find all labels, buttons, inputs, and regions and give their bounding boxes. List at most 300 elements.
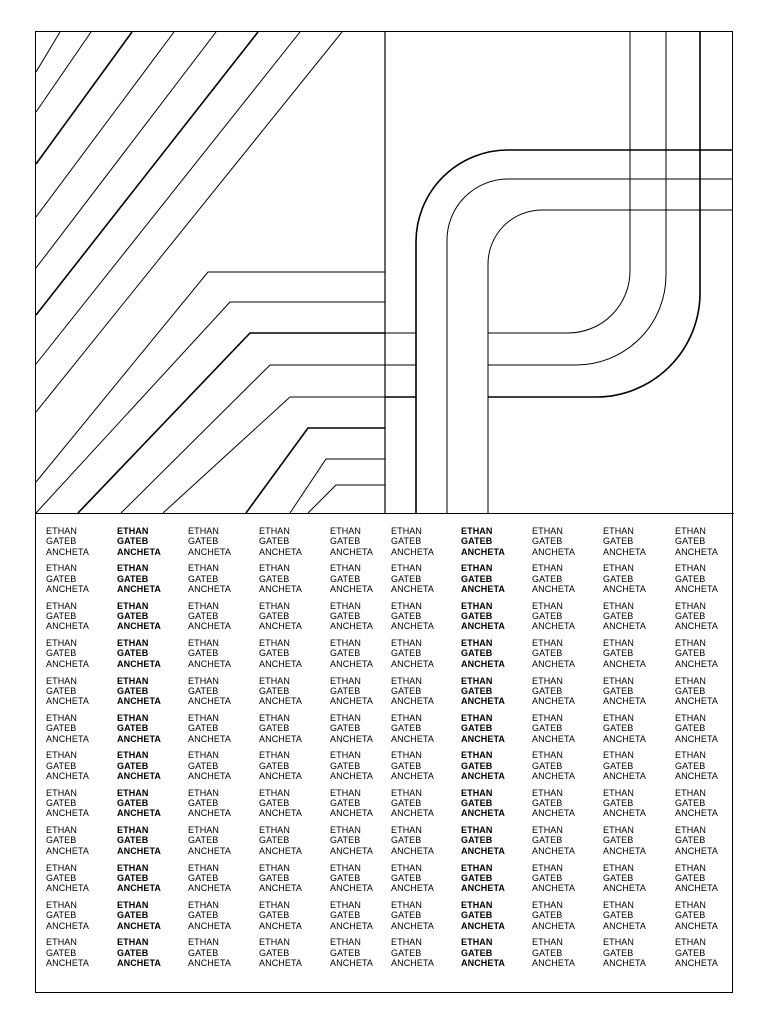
name-line-2: GATEB <box>188 835 219 846</box>
name-line-1: ETHAN <box>603 600 635 611</box>
name-line-1: ETHAN <box>117 900 149 910</box>
name-line-2: GATEB <box>603 760 634 771</box>
name-line-2: GATEB <box>461 760 493 771</box>
name-line-3: ANCHETA <box>675 696 719 707</box>
name-line-1: ETHAN <box>461 600 493 611</box>
name-line-3: ANCHETA <box>330 583 374 594</box>
name-line-3: ANCHETA <box>461 621 506 632</box>
name-line-2: GATEB <box>391 760 422 771</box>
diagonal-stripe <box>36 32 60 72</box>
name-line-2: GATEB <box>188 723 219 734</box>
name-block <box>603 638 646 669</box>
name-line-2: GATEB <box>188 872 219 883</box>
name-line-3: ANCHETA <box>259 658 303 669</box>
name-line-2: GATEB <box>675 685 706 696</box>
name-line-2: GATEB <box>603 947 634 958</box>
name-line-2: GATEB <box>391 536 422 547</box>
name-block <box>188 676 231 707</box>
name-line-2: GATEB <box>391 872 422 883</box>
name-line-3: ANCHETA <box>46 546 90 557</box>
name-block <box>188 563 231 594</box>
name-block <box>391 863 434 894</box>
name-line-1: ETHAN <box>259 787 291 798</box>
name-line-1: ETHAN <box>330 713 362 723</box>
name-line-2: GATEB <box>117 573 149 584</box>
name-line-1: ETHAN <box>603 862 635 873</box>
name-line-1: ETHAN <box>461 825 493 836</box>
name-line-2: GATEB <box>188 910 219 921</box>
name-line-1: ETHAN <box>391 675 423 686</box>
name-block <box>259 638 302 669</box>
name-line-2: GATEB <box>117 798 149 809</box>
name-block <box>532 638 575 669</box>
name-line-3: ANCHETA <box>330 696 374 707</box>
name-line-2: GATEB <box>461 685 493 696</box>
name-block <box>603 900 646 931</box>
name-line-3: ANCHETA <box>117 733 162 744</box>
name-line-2: GATEB <box>330 685 361 696</box>
name-line-2: GATEB <box>461 947 493 958</box>
name-line-2: GATEB <box>532 536 563 547</box>
name-block <box>330 750 373 781</box>
name-block <box>603 750 646 781</box>
name-line-2: GATEB <box>675 835 706 846</box>
name-block <box>188 825 231 856</box>
name-block <box>259 937 302 968</box>
name-line-1: ETHAN <box>259 563 291 574</box>
name-line-2: GATEB <box>675 798 706 809</box>
name-block <box>675 937 718 968</box>
name-line-3: ANCHETA <box>330 808 374 819</box>
name-block <box>532 937 575 968</box>
name-line-2: GATEB <box>259 760 290 771</box>
name-block <box>46 750 89 781</box>
name-line-3: ANCHETA <box>603 621 647 632</box>
name-line-3: ANCHETA <box>188 808 232 819</box>
name-line-3: ANCHETA <box>259 621 303 632</box>
name-line-3: ANCHETA <box>675 583 719 594</box>
stepped-stripe <box>308 485 385 513</box>
name-line-1: ETHAN <box>117 862 149 873</box>
name-line-1: ETHAN <box>46 675 78 686</box>
name-line-2: GATEB <box>461 573 493 584</box>
name-line-1: ETHAN <box>461 787 493 798</box>
name-line-3: ANCHETA <box>603 696 647 707</box>
name-grid <box>36 526 734 982</box>
name-line-3: ANCHETA <box>391 808 435 819</box>
name-line-1: ETHAN <box>461 713 493 723</box>
name-block <box>330 676 373 707</box>
name-line-3: ANCHETA <box>188 770 232 781</box>
name-line-1: ETHAN <box>188 526 220 536</box>
road-lower-bend-2 <box>488 32 666 365</box>
name-line-3: ANCHETA <box>532 733 576 744</box>
name-block <box>117 563 161 594</box>
name-block <box>259 563 302 594</box>
name-line-1: ETHAN <box>675 526 707 536</box>
name-line-1: ETHAN <box>259 638 291 649</box>
name-line-1: ETHAN <box>117 825 149 836</box>
name-line-2: GATEB <box>46 611 77 622</box>
name-line-1: ETHAN <box>461 526 493 536</box>
name-line-2: GATEB <box>532 648 563 659</box>
name-line-1: ETHAN <box>46 600 78 611</box>
name-line-3: ANCHETA <box>461 696 506 707</box>
name-line-1: ETHAN <box>675 638 707 649</box>
name-line-2: GATEB <box>603 723 634 734</box>
name-block <box>603 713 646 744</box>
name-line-2: GATEB <box>532 947 563 958</box>
name-line-3: ANCHETA <box>259 583 303 594</box>
name-line-3: ANCHETA <box>117 696 162 707</box>
name-line-3: ANCHETA <box>330 883 374 894</box>
name-line-3: ANCHETA <box>259 808 303 819</box>
name-line-2: GATEB <box>532 723 563 734</box>
name-line-3: ANCHETA <box>188 658 232 669</box>
name-line-3: ANCHETA <box>675 883 719 894</box>
name-line-3: ANCHETA <box>330 733 374 744</box>
name-line-3: ANCHETA <box>46 883 90 894</box>
name-line-2: GATEB <box>391 648 422 659</box>
name-line-2: GATEB <box>603 536 634 547</box>
name-block <box>461 713 505 744</box>
name-line-1: ETHAN <box>391 937 423 948</box>
name-line-2: GATEB <box>532 611 563 622</box>
name-line-2: GATEB <box>259 648 290 659</box>
name-block <box>461 563 505 594</box>
name-line-3: ANCHETA <box>532 658 576 669</box>
name-line-1: ETHAN <box>330 638 362 649</box>
name-line-3: ANCHETA <box>675 621 719 632</box>
name-block <box>675 601 718 632</box>
name-block <box>188 526 231 557</box>
name-block <box>532 526 575 557</box>
stepped-stripe <box>290 459 385 513</box>
name-line-2: GATEB <box>461 798 493 809</box>
name-line-3: ANCHETA <box>391 920 435 931</box>
name-line-2: GATEB <box>675 872 706 883</box>
name-line-3: ANCHETA <box>117 883 162 894</box>
name-line-1: ETHAN <box>532 787 564 798</box>
name-line-1: ETHAN <box>188 825 220 836</box>
name-line-1: ETHAN <box>391 713 423 723</box>
name-line-1: ETHAN <box>188 862 220 873</box>
name-line-1: ETHAN <box>46 862 78 873</box>
name-line-3: ANCHETA <box>675 808 719 819</box>
name-line-3: ANCHETA <box>391 696 435 707</box>
name-block <box>117 863 161 894</box>
name-line-2: GATEB <box>46 573 77 584</box>
name-line-1: ETHAN <box>461 900 493 910</box>
name-line-2: GATEB <box>461 611 493 622</box>
name-line-1: ETHAN <box>188 937 220 948</box>
name-block <box>259 676 302 707</box>
name-block <box>330 563 373 594</box>
name-line-2: GATEB <box>461 910 493 921</box>
name-line-2: GATEB <box>330 947 361 958</box>
name-line-3: ANCHETA <box>46 621 90 632</box>
name-line-3: ANCHETA <box>46 808 90 819</box>
name-line-1: ETHAN <box>259 675 291 686</box>
stepped-stripe <box>121 365 385 513</box>
name-line-2: GATEB <box>259 685 290 696</box>
name-line-3: ANCHETA <box>117 658 162 669</box>
name-line-1: ETHAN <box>391 600 423 611</box>
name-line-1: ETHAN <box>461 563 493 574</box>
name-block <box>259 601 302 632</box>
name-line-1: ETHAN <box>391 638 423 649</box>
name-line-3: ANCHETA <box>603 920 647 931</box>
name-line-3: ANCHETA <box>532 808 576 819</box>
name-line-2: GATEB <box>391 573 422 584</box>
name-line-3: ANCHETA <box>259 696 303 707</box>
name-block <box>188 863 231 894</box>
name-block <box>330 638 373 669</box>
name-line-3: ANCHETA <box>188 546 232 557</box>
name-line-2: GATEB <box>46 685 77 696</box>
name-line-2: GATEB <box>330 798 361 809</box>
name-block <box>46 863 89 894</box>
name-line-2: GATEB <box>188 648 219 659</box>
name-line-3: ANCHETA <box>532 845 576 856</box>
stepped-stripe <box>36 272 385 482</box>
name-block <box>330 788 373 819</box>
road-inner-bend <box>488 210 733 513</box>
name-line-3: ANCHETA <box>259 733 303 744</box>
name-block <box>461 676 505 707</box>
name-line-1: ETHAN <box>532 825 564 836</box>
name-line-3: ANCHETA <box>532 770 576 781</box>
name-line-1: ETHAN <box>330 862 362 873</box>
name-line-2: GATEB <box>46 760 77 771</box>
name-line-3: ANCHETA <box>603 808 647 819</box>
name-block <box>391 526 434 557</box>
name-block <box>603 526 646 557</box>
name-line-2: GATEB <box>330 723 361 734</box>
name-line-1: ETHAN <box>330 937 362 948</box>
name-line-3: ANCHETA <box>188 621 232 632</box>
name-line-2: GATEB <box>46 798 77 809</box>
name-line-1: ETHAN <box>532 900 564 910</box>
name-line-1: ETHAN <box>259 862 291 873</box>
name-block <box>117 526 161 557</box>
name-block <box>603 788 646 819</box>
name-line-2: GATEB <box>330 760 361 771</box>
name-block <box>259 900 302 931</box>
name-line-3: ANCHETA <box>603 583 647 594</box>
name-block <box>603 825 646 856</box>
name-line-2: GATEB <box>259 573 290 584</box>
name-line-3: ANCHETA <box>330 845 374 856</box>
name-block <box>532 825 575 856</box>
name-line-3: ANCHETA <box>603 845 647 856</box>
name-block <box>391 676 434 707</box>
name-line-3: ANCHETA <box>675 957 719 968</box>
name-line-3: ANCHETA <box>391 546 435 557</box>
name-block <box>188 601 231 632</box>
name-block <box>461 526 505 557</box>
name-line-1: ETHAN <box>188 600 220 611</box>
name-line-1: ETHAN <box>188 750 220 761</box>
name-block <box>330 601 373 632</box>
name-line-3: ANCHETA <box>603 733 647 744</box>
name-line-1: ETHAN <box>46 563 78 574</box>
name-block <box>532 601 575 632</box>
name-line-2: GATEB <box>188 760 219 771</box>
name-line-1: ETHAN <box>117 638 149 649</box>
name-line-1: ETHAN <box>603 563 635 574</box>
name-block <box>188 713 231 744</box>
name-line-3: ANCHETA <box>117 621 162 632</box>
name-line-3: ANCHETA <box>532 583 576 594</box>
name-block <box>46 676 89 707</box>
diagonal-stripe <box>36 32 342 412</box>
name-line-2: GATEB <box>117 872 149 883</box>
name-line-2: GATEB <box>259 536 290 547</box>
name-block <box>117 788 161 819</box>
name-line-3: ANCHETA <box>461 920 506 931</box>
name-line-1: ETHAN <box>117 750 149 761</box>
name-line-3: ANCHETA <box>461 808 506 819</box>
name-line-2: GATEB <box>603 648 634 659</box>
name-line-1: ETHAN <box>117 526 149 536</box>
name-line-3: ANCHETA <box>532 883 576 894</box>
name-block <box>675 676 718 707</box>
name-line-2: GATEB <box>675 611 706 622</box>
name-line-1: ETHAN <box>603 638 635 649</box>
name-line-1: ETHAN <box>391 825 423 836</box>
name-block <box>391 713 434 744</box>
name-line-3: ANCHETA <box>391 770 435 781</box>
name-line-3: ANCHETA <box>117 808 162 819</box>
name-line-2: GATEB <box>259 798 290 809</box>
name-line-3: ANCHETA <box>532 920 576 931</box>
name-block <box>46 713 89 744</box>
name-line-1: ETHAN <box>259 825 291 836</box>
name-line-3: ANCHETA <box>675 658 719 669</box>
name-block <box>188 788 231 819</box>
name-line-3: ANCHETA <box>330 920 374 931</box>
name-block <box>117 825 161 856</box>
name-line-3: ANCHETA <box>259 546 303 557</box>
name-line-2: GATEB <box>532 573 563 584</box>
name-line-2: GATEB <box>461 536 493 547</box>
name-line-3: ANCHETA <box>117 546 162 557</box>
name-line-1: ETHAN <box>46 638 78 649</box>
name-line-1: ETHAN <box>603 675 635 686</box>
road-middle-bend <box>447 179 733 513</box>
name-block <box>675 526 718 557</box>
name-line-3: ANCHETA <box>188 845 232 856</box>
name-block <box>330 825 373 856</box>
name-line-3: ANCHETA <box>675 733 719 744</box>
name-line-1: ETHAN <box>117 937 149 948</box>
road-outer-bend <box>416 150 733 513</box>
name-block <box>46 900 89 931</box>
name-line-1: ETHAN <box>391 862 423 873</box>
diagonal-stripe <box>36 32 132 164</box>
name-line-1: ETHAN <box>603 750 635 761</box>
name-block <box>117 601 161 632</box>
name-line-2: GATEB <box>391 723 422 734</box>
name-block <box>259 788 302 819</box>
name-line-2: GATEB <box>675 573 706 584</box>
name-block <box>188 750 231 781</box>
name-line-3: ANCHETA <box>117 957 162 968</box>
name-line-1: ETHAN <box>675 825 707 836</box>
name-line-2: GATEB <box>532 872 563 883</box>
name-line-1: ETHAN <box>675 563 707 574</box>
name-block <box>391 563 434 594</box>
name-block <box>46 526 89 557</box>
name-line-1: ETHAN <box>259 900 291 910</box>
name-block <box>532 788 575 819</box>
name-line-1: ETHAN <box>391 750 423 761</box>
name-block <box>188 937 231 968</box>
name-line-1: ETHAN <box>117 713 149 723</box>
name-line-3: ANCHETA <box>461 957 506 968</box>
name-line-3: ANCHETA <box>461 546 506 557</box>
name-block <box>603 676 646 707</box>
name-block <box>532 900 575 931</box>
name-line-3: ANCHETA <box>46 733 90 744</box>
name-line-2: GATEB <box>188 536 219 547</box>
name-block <box>391 825 434 856</box>
name-line-1: ETHAN <box>330 750 362 761</box>
name-line-3: ANCHETA <box>330 546 374 557</box>
name-block <box>532 750 575 781</box>
name-line-2: GATEB <box>259 872 290 883</box>
name-line-2: GATEB <box>603 573 634 584</box>
name-block <box>675 825 718 856</box>
name-line-1: ETHAN <box>603 937 635 948</box>
name-line-3: ANCHETA <box>532 696 576 707</box>
name-line-2: GATEB <box>330 611 361 622</box>
stepped-stripe <box>246 428 385 513</box>
name-line-3: ANCHETA <box>603 546 647 557</box>
name-line-2: GATEB <box>391 798 422 809</box>
name-line-1: ETHAN <box>330 825 362 836</box>
name-line-2: GATEB <box>603 910 634 921</box>
name-block <box>259 825 302 856</box>
name-line-2: GATEB <box>603 835 634 846</box>
name-line-2: GATEB <box>259 723 290 734</box>
name-block <box>259 750 302 781</box>
name-line-2: GATEB <box>117 760 149 771</box>
name-line-2: GATEB <box>117 910 149 921</box>
name-block <box>675 900 718 931</box>
name-line-1: ETHAN <box>330 563 362 574</box>
name-block <box>46 638 89 669</box>
name-line-2: GATEB <box>46 835 77 846</box>
line-art-drawing <box>36 32 734 514</box>
name-line-3: ANCHETA <box>259 957 303 968</box>
name-line-1: ETHAN <box>675 675 707 686</box>
name-block <box>461 937 505 968</box>
name-line-1: ETHAN <box>188 787 220 798</box>
name-line-1: ETHAN <box>330 600 362 611</box>
name-line-2: GATEB <box>330 835 361 846</box>
name-line-2: GATEB <box>117 835 149 846</box>
name-line-1: ETHAN <box>188 563 220 574</box>
name-line-1: ETHAN <box>188 713 220 723</box>
name-line-3: ANCHETA <box>603 658 647 669</box>
name-block <box>675 863 718 894</box>
name-block <box>46 563 89 594</box>
name-line-3: ANCHETA <box>461 658 506 669</box>
name-line-1: ETHAN <box>259 937 291 948</box>
name-line-2: GATEB <box>532 685 563 696</box>
